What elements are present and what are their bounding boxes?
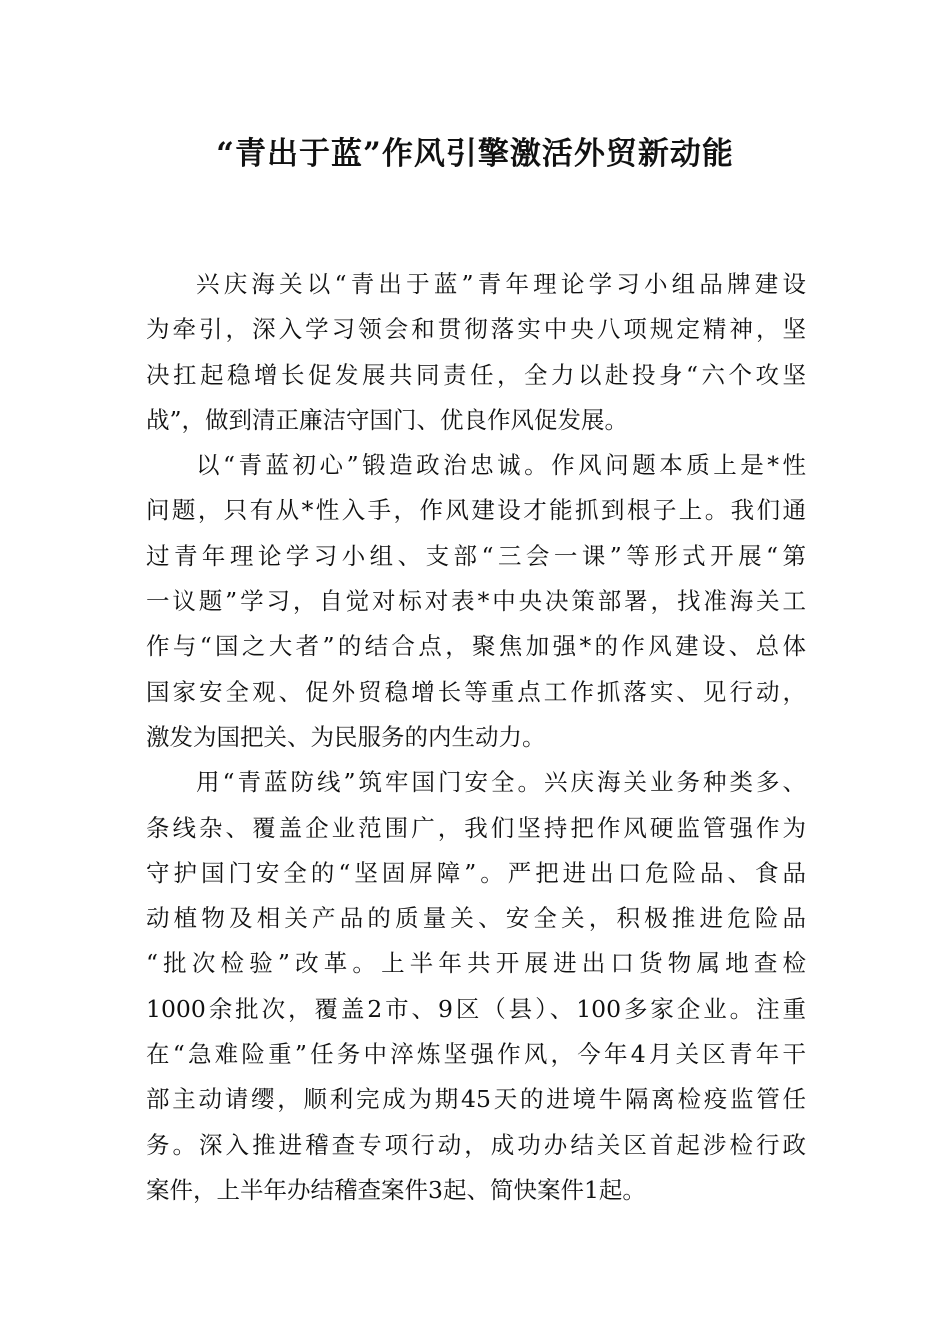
paragraph-line: 用“青蓝防线”筑牢国门安全。兴庆海关业务种类多、 [196,768,806,797]
paragraph-line: 部主动请缨，顺利完成为期45天的进境牛隔离检疫监管任 [146,1085,806,1114]
paragraph-line: 决扛起稳增长促发展共同责任，全力以赴投身“六个攻坚 [146,360,806,389]
paragraph-line: 守护国门安全的“坚固屏障”。严把进出口危险品、食品 [146,858,806,887]
paragraph-line: 为牵引，深入学习领会和贯彻落实中央八项规定精神，坚 [146,315,806,344]
paragraph-line: 问题，只有从*性入手，作风建设才能抓到根子上。我们通 [146,496,806,525]
paragraph-line: 战”，做到清正廉洁守国门、优良作风促发展。 [146,405,629,434]
document-body [146,262,806,1213]
paragraph-line: 务。深入推进稽查专项行动，成功办结关区首起涉检行政 [146,1130,806,1159]
paragraph-line: 过青年理论学习小组、支部“三会一课”等形式开展“第 [146,541,806,570]
paragraph-line: 动植物及相关产品的质量关、安全关，积极推进危险品 [146,904,806,933]
paragraph-line: 条线杂、覆盖企业范围广，我们坚持把作风硬监管强作为 [146,813,806,842]
paragraph-line: “批次检验”改革。上半年共开展进出口货物属地查检 [146,949,806,978]
paragraph-line: 国家安全观、促外贸稳增长等重点工作抓落实、见行动， [146,677,806,706]
paragraph-line: 1000余批次，覆盖2市、9区（县）、100多家企业。注重 [146,994,806,1023]
paragraph-line: 在“急难险重”任务中淬炼坚强作风，今年4月关区青年干 [146,1040,806,1069]
paragraph [146,443,806,760]
paragraph-line: 作与“国之大者”的结合点，聚焦加强*的作风建设、总体 [146,632,806,661]
paragraph-line: 激发为国把关、为民服务的内生动力。 [146,722,546,751]
paragraph [146,760,806,1213]
paragraph-line: 案件，上半年办结稽查案件3起、简快案件1起。 [146,1175,646,1204]
paragraph-line: 兴庆海关以“青出于蓝”青年理论学习小组品牌建设 [196,270,806,298]
paragraph-line: 以“青蓝初心”锻造政治忠诚。作风问题本质上是*性 [196,451,806,480]
paragraph-line: 一议题”学习，自觉对标对表*中央决策部署，找准海关工 [146,587,806,616]
document-title: “青出于蓝”作风引擎激活外贸新动能 [216,136,734,172]
paragraph [146,262,806,443]
